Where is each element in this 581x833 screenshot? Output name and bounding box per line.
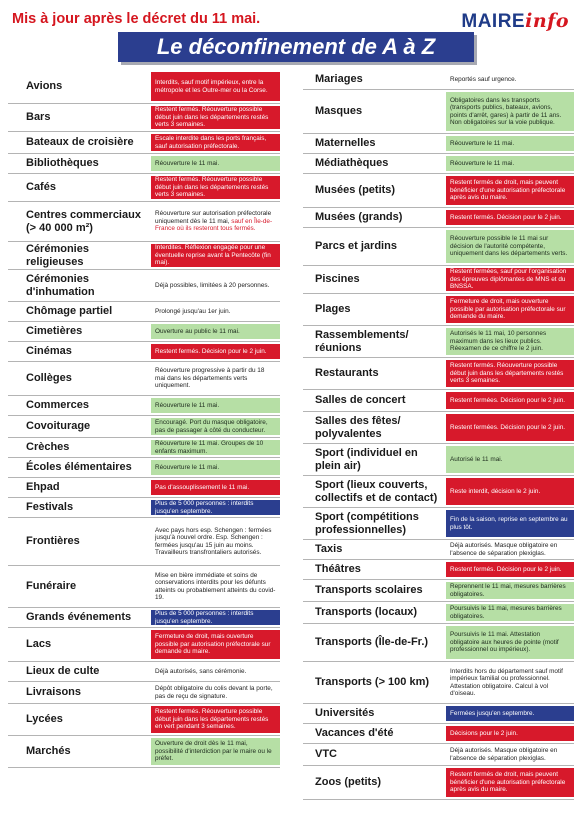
entry-description bbox=[450, 214, 562, 222]
entry-name: Rassemblements/ réunions bbox=[315, 329, 409, 354]
entry-text: Réouverture possible le 11 mai sur décision de l'autorité compétente, uniquement dans les départements verts. bbox=[450, 235, 568, 258]
entry-name: Maternelles bbox=[315, 137, 376, 150]
entry-status-blue bbox=[446, 510, 574, 537]
entry-name: Médiathèques bbox=[315, 157, 389, 170]
entry-row-commerces bbox=[8, 396, 280, 416]
entry-status-green bbox=[446, 230, 574, 263]
entry-description bbox=[450, 771, 570, 794]
entry-row-transports-100-km bbox=[303, 662, 574, 704]
entry-row-transports-scolaires bbox=[303, 580, 574, 602]
entry-description bbox=[450, 140, 514, 148]
entry-text: Interdits, sauf motif impérieux, entre la métropole et les Outre-mer ou la Corse. bbox=[155, 79, 268, 94]
entry-row-colleges bbox=[8, 362, 280, 396]
entry-name: Cérémonies religieuses bbox=[26, 243, 89, 268]
entry-row-ceremonies-religieuses bbox=[8, 242, 280, 270]
entry-status-green bbox=[446, 92, 574, 131]
entry-name: Restaurants bbox=[315, 367, 379, 380]
entry-description bbox=[450, 268, 570, 291]
entry-status-red bbox=[151, 72, 280, 101]
entry-row-bibliotheques bbox=[8, 154, 280, 174]
entry-name: Lycées bbox=[26, 713, 63, 726]
entry-text: Restent fermées. Décision pour le 2 juin. bbox=[450, 423, 566, 431]
entry-description bbox=[155, 527, 276, 557]
entry-row-sport-individuel-en-plein-air bbox=[303, 444, 574, 476]
entry-row-mariages bbox=[303, 70, 574, 90]
entry-description bbox=[450, 605, 570, 620]
entry-description bbox=[450, 330, 570, 353]
entry-name: Masques bbox=[315, 105, 363, 118]
entry-row-lacs bbox=[8, 628, 280, 662]
entry-row-parcs-et-jardins bbox=[303, 228, 574, 266]
entry-description bbox=[155, 367, 276, 390]
entry-text: Plus de 5 000 personnes : interdits jusqu'en septembre. bbox=[155, 500, 254, 515]
entry-text: Fermeture de droit, mais ouverture possible par autorisation préfectorale sur demande du maire. bbox=[450, 298, 566, 321]
entry-status-red bbox=[446, 176, 574, 205]
entry-status-plain bbox=[151, 204, 280, 239]
left-column bbox=[8, 70, 280, 768]
entry-name: Taxis bbox=[315, 543, 343, 556]
entry-description bbox=[450, 747, 570, 762]
entry-name: Cérémonies d'inhumation bbox=[26, 273, 95, 298]
entry-row-musees-grands bbox=[303, 208, 574, 228]
entry-status-plain bbox=[151, 520, 280, 563]
entry-text: Fermées jusqu'en septembre. bbox=[450, 709, 535, 717]
entry-name: Collèges bbox=[26, 372, 72, 385]
entry-text: Pas d'assouplissement le 11 mai. bbox=[155, 483, 250, 491]
entry-text: Prolongé jusqu'au 1er juin. bbox=[155, 307, 231, 315]
entry-name: Centres commerciaux (> 40 000 m²) bbox=[26, 209, 141, 234]
entry-name: Musées (petits) bbox=[315, 184, 396, 197]
entry-row-musees-petits bbox=[303, 174, 574, 208]
entry-status-plain bbox=[151, 684, 280, 701]
entry-text: Plus de 5 000 personnes : interdits jusqu'en septembre. bbox=[155, 610, 254, 625]
entry-name: Avions bbox=[26, 80, 63, 93]
entry-status-blue bbox=[151, 500, 280, 515]
entry-status-plain bbox=[151, 568, 280, 605]
entry-description bbox=[155, 210, 276, 233]
entry-row-creches bbox=[8, 438, 280, 458]
entry-name: Universités bbox=[315, 707, 375, 720]
entry-name: Cafés bbox=[26, 181, 56, 194]
header bbox=[0, 0, 581, 62]
entry-text: Escale interdite dans les ports français, sauf autorisation préfectorale. bbox=[155, 135, 267, 150]
page-title: Le déconfinement de A à Z bbox=[118, 32, 474, 62]
entry-text: Déjà autorisés, sans cérémonie. bbox=[155, 667, 247, 675]
entry-status-plain bbox=[151, 364, 280, 393]
entry-status-green bbox=[446, 626, 574, 659]
entry-name: Bateaux de croisière bbox=[26, 136, 134, 149]
entry-name: Covoiturage bbox=[26, 420, 91, 433]
entry-status-red bbox=[151, 706, 280, 733]
entry-description bbox=[155, 419, 276, 434]
entry-text: Ouverture de droit dès le 11 mai, possibilité d'interdiction par le maire ou le préfet. bbox=[155, 740, 272, 763]
entry-name: Salles de concert bbox=[315, 394, 406, 407]
entry-status-green bbox=[446, 328, 574, 355]
entry-row-vacances-d-ete bbox=[303, 724, 574, 744]
entry-name: Bars bbox=[26, 111, 51, 124]
entry-text: Réouverture le 11 mai. bbox=[450, 139, 515, 147]
entry-status-red bbox=[151, 630, 280, 659]
entry-row-covoiturage bbox=[8, 416, 280, 438]
entry-name: Piscines bbox=[315, 273, 360, 286]
entry-row-vtc bbox=[303, 744, 574, 766]
entry-status-green bbox=[446, 136, 574, 151]
entry-text: Restent fermés de droit, mais peuvent bénéficier d'une autorisation préfectorale après avis du maire. bbox=[450, 771, 566, 794]
entry-row-grands-evenements bbox=[8, 608, 280, 628]
entry-text: Restent fermés. Réouverture possible début juin dans les départements restés verts 3 semaines. bbox=[155, 176, 269, 199]
entry-description bbox=[155, 308, 230, 316]
entry-description bbox=[450, 235, 570, 258]
entry-row-ceremonies-d-inhumation bbox=[8, 270, 280, 302]
entry-note: sauf en Île-de-France où ils resteront tous fermés. bbox=[155, 217, 273, 233]
entry-text: Interdits hors du département sauf motif impérieux familial ou professionnel. Attestation obligatoire. Calcul à vol d'oiseau. bbox=[450, 667, 563, 697]
entry-row-rassemblements-reunions bbox=[303, 326, 574, 358]
right-column bbox=[303, 70, 574, 800]
entry-status-red bbox=[151, 480, 280, 495]
entry-text: Restent fermées, sauf pour l'organisation des épreuves diplômantes de MNS et du BNSSA. bbox=[450, 268, 567, 291]
entry-text: Restent fermés de droit, mais peuvent bénéficier d'une autorisation préfectorale après avis du maire. bbox=[450, 179, 566, 202]
entry-status-green bbox=[151, 398, 280, 413]
entry-name: Sport (compétitions professionnelles) bbox=[315, 511, 419, 536]
entry-description bbox=[155, 244, 276, 267]
entry-name: Vacances d'été bbox=[315, 727, 394, 740]
entry-row-avions bbox=[8, 70, 280, 104]
entry-status-red bbox=[446, 392, 574, 409]
entry-status-green bbox=[151, 418, 280, 435]
entry-text: Avec pays hors esp. Schengen : fermées jusqu'à nouvel ordre. Esp. Schengen : fermées jusqu'au 15 juin au moins. Travailleurs transfrontaliers autorisés. bbox=[155, 526, 272, 556]
entry-text: Reprennent le 11 mai, mesures barrières obligatoires. bbox=[450, 583, 566, 598]
entry-row-transports-locaux bbox=[303, 602, 574, 624]
entry-status-green bbox=[446, 446, 574, 473]
entry-name: Sport (individuel en plein air) bbox=[315, 447, 418, 472]
entry-description bbox=[155, 500, 276, 515]
entry-description bbox=[155, 740, 276, 763]
entry-row-theatres bbox=[303, 560, 574, 580]
entry-name: Commerces bbox=[26, 399, 89, 412]
entry-description bbox=[155, 633, 276, 656]
entry-text: Restent fermés. Réouverture possible début juin dans les départements restés verts 3 semaines. bbox=[450, 362, 564, 385]
entry-row-zoos-petits bbox=[303, 766, 574, 800]
entry-row-masques bbox=[303, 90, 574, 134]
entry-name: VTC bbox=[315, 748, 337, 761]
entry-status-red bbox=[446, 210, 574, 225]
entry-status-red bbox=[151, 344, 280, 359]
entry-row-festivals bbox=[8, 498, 280, 518]
entry-row-lieux-de-culte bbox=[8, 662, 280, 682]
entry-name: Grands événements bbox=[26, 611, 132, 624]
entry-text: Déjà possibles, limitées à 20 personnes. bbox=[155, 281, 270, 289]
entry-description bbox=[450, 488, 540, 496]
entry-text: Encouragé. Port du masque obligatoire, pas de passager à côté du conducteur. bbox=[155, 419, 268, 434]
entry-status-red bbox=[446, 768, 574, 797]
entry-text: Réouverture le 11 mai. bbox=[155, 159, 220, 167]
entry-name: Bibliothèques bbox=[26, 157, 99, 170]
entry-text: Reste interdit, décision le 2 juin. bbox=[450, 487, 541, 495]
update-subtitle: Mis à jour après le décret du 11 mai. bbox=[12, 11, 261, 27]
entry-description bbox=[450, 668, 570, 698]
entry-description bbox=[450, 298, 570, 321]
entry-status-plain bbox=[446, 664, 574, 701]
entry-text: Restent fermés. Décision pour le 2 juin. bbox=[450, 565, 562, 573]
entry-status-green bbox=[151, 324, 280, 339]
entry-description bbox=[450, 97, 570, 127]
entry-status-red bbox=[151, 176, 280, 199]
entry-row-cafes bbox=[8, 174, 280, 202]
entry-row-transports-ile-de-fr bbox=[303, 624, 574, 662]
entry-description bbox=[155, 348, 267, 356]
entry-text: Mise en bière immédiate et soins de conservations interdits pour les défunts atteints ou probablement atteints du covid-19. bbox=[155, 571, 276, 601]
entry-text: Dépôt obligatoire du colis devant la porte, pas de reçu de signature. bbox=[155, 685, 273, 700]
entry-text: Restent fermés. Réouverture possible début juin dans les départements restés verts 3 semaines. bbox=[155, 106, 269, 129]
entry-status-green bbox=[151, 440, 280, 455]
entry-row-restaurants bbox=[303, 358, 574, 390]
entry-text: Autorisés le 11 mai, 10 personnes maximum dans les lieux publics. Réexamen de ce chiffre le 2 juin. bbox=[450, 330, 547, 353]
entry-name: Funéraire bbox=[26, 580, 77, 593]
entry-name: Marchés bbox=[26, 745, 71, 758]
entry-description bbox=[450, 160, 514, 168]
entry-description bbox=[155, 610, 276, 625]
entry-name: Transports scolaires bbox=[315, 584, 423, 597]
entry-text: Interdites. Réflexion engagée pour une éventuelle reprise avant la Pentecôte (fin mai). bbox=[155, 244, 271, 267]
entry-description bbox=[450, 730, 518, 738]
entry-description bbox=[450, 76, 516, 84]
entry-name: Cinémas bbox=[26, 345, 72, 358]
entry-row-marches bbox=[8, 736, 280, 768]
entry-row-lycees bbox=[8, 704, 280, 736]
entry-row-sport-lieux-couverts-collectifs-et-de-contact bbox=[303, 476, 574, 508]
entry-description bbox=[450, 362, 570, 385]
entry-text: Ouverture au public le 11 mai. bbox=[155, 327, 240, 335]
entry-status-red bbox=[446, 726, 574, 741]
entry-text: Poursuivis le 11 mai, mesures barrières obligatoires. bbox=[450, 605, 562, 620]
entry-description bbox=[155, 708, 276, 731]
entry-text: Reportés sauf urgence. bbox=[450, 75, 517, 83]
entry-row-ehpad bbox=[8, 478, 280, 498]
entry-row-salles-des-fetes-polyvalentes bbox=[303, 412, 574, 444]
entry-text: Réouverture le 11 mai. Groupes de 10 enfants maximum. bbox=[155, 440, 264, 455]
entry-name: Chômage partiel bbox=[26, 305, 113, 318]
entry-row-sport-competitions-professionnelles bbox=[303, 508, 574, 540]
entry-status-green bbox=[151, 156, 280, 171]
entry-status-red bbox=[151, 244, 280, 267]
entry-row-frontieres bbox=[8, 518, 280, 566]
entry-text: Restent fermés. Décision pour le 2 juin. bbox=[155, 347, 267, 355]
entry-row-salles-de-concert bbox=[303, 390, 574, 412]
entry-status-plain bbox=[151, 664, 280, 679]
entry-text: Obligatoires dans les transports (transports publics, bateaux, avions, points d'arrêt, gares) à partir de 11 ans. Non obligatoires sur la voie publique. bbox=[450, 96, 562, 126]
entry-name: Zoos (petits) bbox=[315, 776, 381, 789]
entry-row-centres-commerciaux-40-000-m bbox=[8, 202, 280, 242]
entry-description bbox=[450, 456, 502, 464]
entry-name: Livraisons bbox=[26, 686, 82, 699]
entry-name: Transports (> 100 km) bbox=[315, 676, 430, 689]
entry-text: Réouverture progressive à partir du 18 mai dans les départements verts uniquement. bbox=[155, 367, 265, 390]
entry-text: Poursuivis le 11 mai. Attestation obligatoire aux heures de pointe (motif professionnel ou impérieux). bbox=[450, 631, 559, 654]
entry-name: Transports (locaux) bbox=[315, 606, 418, 619]
entry-name: Salles des fêtes/ polyvalentes bbox=[315, 415, 401, 440]
entry-description bbox=[155, 160, 219, 168]
entry-description bbox=[155, 572, 276, 602]
entry-description bbox=[155, 176, 276, 199]
entry-name: Mariages bbox=[315, 73, 363, 86]
entry-name: Crèches bbox=[26, 441, 70, 454]
entry-description bbox=[155, 328, 240, 336]
logo-main-text: MAIRE bbox=[461, 11, 526, 32]
entry-description bbox=[450, 631, 570, 654]
entry-description bbox=[450, 710, 534, 718]
entry-status-red bbox=[446, 268, 574, 291]
logo-accent-text: info bbox=[525, 10, 569, 32]
entry-text: Fermeture de droit, mais ouverture possible par autorisation préfectorale sur demande du maire. bbox=[155, 633, 271, 656]
entry-name: Sport (lieux couverts, collectifs et de contact) bbox=[315, 479, 438, 504]
entry-status-plain bbox=[446, 72, 574, 87]
entry-text: Déjà autorisés. Masque obligatoire en l'absence de séparation plexiglas. bbox=[450, 542, 558, 557]
entry-status-plain bbox=[151, 304, 280, 319]
entry-name: Écoles élémentaires bbox=[26, 461, 132, 474]
entry-description bbox=[155, 282, 269, 290]
entry-name: Lacs bbox=[26, 638, 52, 651]
entry-description bbox=[155, 135, 276, 150]
entry-name: Ehpad bbox=[26, 481, 60, 494]
entry-name: Parcs et jardins bbox=[315, 240, 397, 253]
entry-row-livraisons bbox=[8, 682, 280, 704]
entry-row-universites bbox=[303, 704, 574, 724]
entry-status-green bbox=[446, 604, 574, 621]
entry-description bbox=[155, 402, 219, 410]
entry-description bbox=[155, 79, 276, 94]
entry-description bbox=[155, 668, 246, 676]
entry-status-red bbox=[151, 106, 280, 129]
entry-description bbox=[450, 583, 570, 598]
entry-status-green bbox=[446, 156, 574, 171]
entry-description bbox=[155, 685, 276, 700]
entry-row-mediatheques bbox=[303, 154, 574, 174]
entry-description bbox=[155, 484, 249, 492]
entry-name: Plages bbox=[315, 303, 351, 316]
entry-row-funeraire bbox=[8, 566, 280, 608]
entry-status-plain bbox=[446, 542, 574, 557]
entry-description bbox=[450, 397, 565, 405]
entry-row-bars bbox=[8, 104, 280, 132]
entry-row-plages bbox=[303, 294, 574, 326]
entry-name: Frontières bbox=[26, 535, 80, 548]
entry-status-red bbox=[446, 562, 574, 577]
entry-text: Restent fermés. Décision pour le 2 juin. bbox=[450, 213, 562, 221]
entry-status-red bbox=[446, 296, 574, 323]
entry-name: Festivals bbox=[26, 501, 74, 514]
entry-row-chomage-partiel bbox=[8, 302, 280, 322]
entry-status-red bbox=[446, 478, 574, 505]
entry-row-piscines bbox=[303, 266, 574, 294]
entry-text: Réouverture le 11 mai. bbox=[155, 401, 220, 409]
entry-text: Réouverture sur autorisation préfectorale uniquement dès le 11 mai, bbox=[155, 210, 272, 225]
entry-row-maternelles bbox=[303, 134, 574, 154]
entry-row-cinemas bbox=[8, 342, 280, 362]
entry-text: Autorisé le 11 mai. bbox=[450, 455, 503, 463]
entry-text: Restent fermées. Décision pour le 2 juin. bbox=[450, 396, 566, 404]
entry-status-plain bbox=[446, 746, 574, 763]
entry-name: Transports (Île-de-Fr.) bbox=[315, 636, 429, 649]
entry-row-taxis bbox=[303, 540, 574, 560]
entry-description bbox=[155, 106, 276, 129]
entry-description bbox=[450, 179, 570, 202]
entry-text: Réouverture le 11 mai. bbox=[450, 159, 515, 167]
entry-description bbox=[155, 440, 276, 455]
entry-status-green bbox=[151, 738, 280, 765]
entry-status-green bbox=[151, 460, 280, 475]
entry-description bbox=[450, 542, 570, 557]
entry-name: Théâtres bbox=[315, 563, 361, 576]
entry-text: Restent fermés. Réouverture possible début juin dans les départements restés en vert pendant 3 semaines. bbox=[155, 708, 269, 731]
entry-name: Lieux de culte bbox=[26, 665, 100, 678]
entry-row-cimetieres bbox=[8, 322, 280, 342]
maireinfo-logo bbox=[461, 10, 569, 33]
entry-status-plain bbox=[151, 272, 280, 299]
entry-row-ecoles-elementaires bbox=[8, 458, 280, 478]
entry-name: Cimetières bbox=[26, 325, 83, 338]
entry-text: Réouverture le 11 mai. bbox=[155, 463, 220, 471]
entry-status-blue bbox=[151, 610, 280, 625]
entry-name: Musées (grands) bbox=[315, 211, 403, 224]
entry-status-red bbox=[446, 414, 574, 441]
entry-status-red bbox=[446, 360, 574, 387]
entry-status-red bbox=[151, 134, 280, 151]
entry-text: Fin de la saison, reprise en septembre au plus tôt. bbox=[450, 516, 568, 531]
entry-status-blue bbox=[446, 706, 574, 721]
entry-description bbox=[155, 464, 219, 472]
entry-description bbox=[450, 424, 565, 432]
entry-text: Décisions pour le 2 juin. bbox=[450, 729, 518, 737]
entry-description bbox=[450, 516, 570, 531]
entry-description bbox=[450, 566, 562, 574]
entry-row-bateaux-de-croisiere bbox=[8, 132, 280, 154]
entry-status-green bbox=[446, 582, 574, 599]
entry-text: Déjà autorisés. Masque obligatoire en l'absence de séparation plexiglas. bbox=[450, 747, 558, 762]
